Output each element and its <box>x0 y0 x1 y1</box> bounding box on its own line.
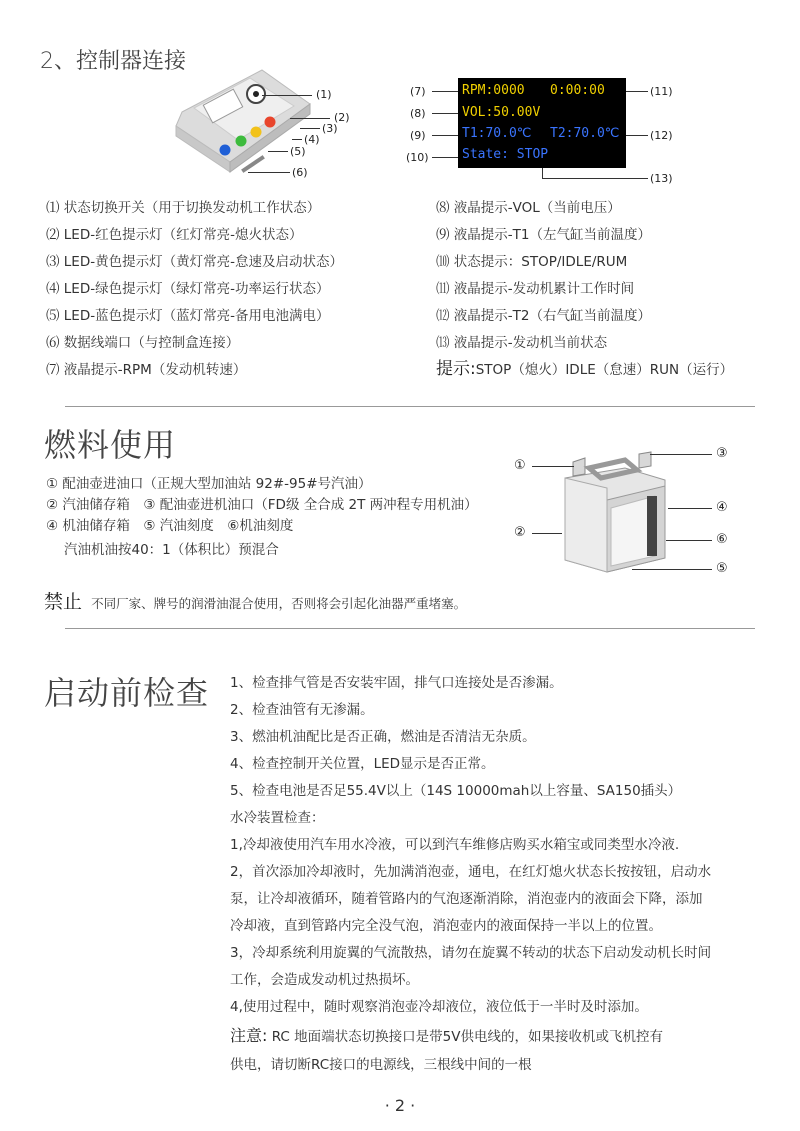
fuel-callout-1: ① <box>514 458 526 473</box>
check-step-1: 1、检查排气管是否安装牢固，排气口连接处是否渗漏。 <box>230 675 563 691</box>
lcd-time: 0:00:00 <box>550 83 605 98</box>
item-right-10: ⑽ 状态提示：STOP/IDLE/RUM <box>436 254 628 270</box>
item-left-4: ⑷ LED-绿色提示灯（绿灯常亮-功率运行状态） <box>46 281 330 297</box>
check-step-4: 4、检查控制开关位置，LED显示是否正常。 <box>230 756 495 772</box>
callout-1: (1) <box>316 88 332 101</box>
item-left-3: ⑶ LED-黄色提示灯（黄灯常亮-怠速及启动状态） <box>46 254 343 270</box>
note-line-1 <box>230 1023 663 1046</box>
divider-2 <box>65 628 755 629</box>
section-title-fuel: 燃料使用 <box>44 426 177 464</box>
water-cool-4: 4,使用过程中，随时观察消泡壶冷却液位，液位低于一半时及时添加。 <box>230 999 648 1015</box>
fuel-line-1: ① 配油壶进油口（正规大型加油站 92#-95#号汽油） <box>46 476 372 492</box>
water-cool-3b: 工作，会造成发动机过热损坏。 <box>230 972 419 988</box>
item-right-12: ⑿ 液晶提示-T2（右气缸当前温度） <box>436 308 651 324</box>
mix-ratio: 汽油机油按40：1（体积比）预混合 <box>64 542 279 558</box>
item-left-2: ⑵ LED-红色提示灯（红灯常亮-熄火状态） <box>46 227 303 243</box>
callout-13: (13) <box>650 172 673 185</box>
water-cool-2a: 2，首次添加冷却液时，先加满消泡壶，通电，在红灯熄火状态长按按钮，启动水 <box>230 864 712 880</box>
callout-10: (10) <box>406 151 429 164</box>
check-step-2: 2、检查油管有无渗漏。 <box>230 702 374 718</box>
fuel-line-3: ④ 机油储存箱 ⑤ 汽油刻度 ⑥机油刻度 <box>46 518 294 534</box>
led-yellow <box>251 127 262 138</box>
note-label: 注意: <box>230 1026 268 1045</box>
led-green <box>236 136 247 147</box>
callout-8: (8) <box>410 107 426 120</box>
callout-12: (12) <box>650 129 673 142</box>
led-blue <box>220 145 231 156</box>
tip-text: STOP（熄火）IDLE（怠速）RUN（运行） <box>475 362 734 378</box>
item-left-6: ⑹ 数据线端口（与控制盒连接） <box>46 335 240 351</box>
callout-5: (5) <box>290 145 306 158</box>
check-step-5: 5、检查电池是否足55.4V以上（14S 10000mah以上容量、SA150插头） <box>230 783 682 799</box>
fuel-callout-3: ③ <box>716 446 728 461</box>
fuel-inlet-cap <box>573 458 585 476</box>
prohibition-label: 禁止 <box>44 591 83 613</box>
oil-tank <box>647 496 657 556</box>
item-right-11: ⑾ 液晶提示-发动机累计工作时间 <box>436 281 635 297</box>
section-title-precheck: 启动前检查 <box>44 674 210 712</box>
lcd-rpm: RPM:0000 <box>462 83 525 98</box>
callout-6: (6) <box>292 166 308 179</box>
fuel-line-2: ② 汽油储存箱 ③ 配油壶进机油口（FD级 全合成 2T 两冲程专用机油） <box>46 497 478 513</box>
page-number: · 2 · <box>384 1096 416 1115</box>
item-left-1: ⑴ 状态切换开关（用于切换发动机工作状态） <box>46 200 321 216</box>
item-right-8: ⑻ 液晶提示-VOL（当前电压） <box>436 200 621 216</box>
water-cool-heading: 水冷装置检查： <box>230 810 325 826</box>
fuel-callout-6: ⑥ <box>716 532 728 547</box>
led-red <box>265 117 276 128</box>
water-cool-2c: 冷却液，直到管路内完全没气泡，消泡壶内的液面保持一半以上的位置。 <box>230 918 662 934</box>
divider-1 <box>65 406 755 407</box>
item-right-13: ⒀ 液晶提示-发动机当前状态 <box>436 335 608 351</box>
prohibition-line <box>44 587 466 614</box>
lcd-t2: T2:70.0℃ <box>550 126 620 141</box>
tip-label: 提示: <box>436 359 476 379</box>
fuel-callout-2: ② <box>514 525 526 540</box>
lcd-display <box>458 78 626 168</box>
prohibition-text: 不同厂家、牌号的润滑油混合使用，否则将会引起化油器严重堵塞。 <box>91 596 467 611</box>
note-text-1: RC 地面端状态切换接口是带5V供电线的，如果接收机或飞机控有 <box>271 1029 663 1045</box>
callout-2: (2) <box>334 111 350 124</box>
fuel-can-illustration <box>555 438 685 578</box>
check-step-3: 3、燃油机油配比是否正确，燃油是否清洁无杂质。 <box>230 729 536 745</box>
water-cool-2b: 泵，让冷却液循环，随着管路内的气泡逐渐消除，消泡壶内的液面会下降，添加 <box>230 891 703 907</box>
lcd-state: State: STOP <box>462 147 549 162</box>
item-right-9: ⑼ 液晶提示-T1（左气缸当前温度） <box>436 227 651 243</box>
fuel-callout-4: ④ <box>716 500 728 515</box>
water-cool-1: 1,冷却液使用汽车用水冷液，可以到汽车维修店购买水箱宝或同类型水冷液. <box>230 837 680 853</box>
lcd-vol: VOL:50.00V <box>462 105 541 120</box>
callout-9: (9) <box>410 129 426 142</box>
callout-4: (4) <box>304 133 320 146</box>
callout-3: (3) <box>322 122 338 135</box>
callout-7: (7) <box>410 85 426 98</box>
lcd-t1: T1:70.0℃ <box>462 126 532 141</box>
note-text-2: 供电，请切断RC接口的电源线，三根线中间的一根 <box>230 1057 532 1073</box>
item-left-5: ⑸ LED-蓝色提示灯（蓝灯常亮-备用电池满电） <box>46 308 330 324</box>
callout-11: (11) <box>650 85 673 98</box>
fuel-callout-5: ⑤ <box>716 561 728 576</box>
section-title-controller: 2、控制器连接 <box>40 49 186 74</box>
item-left-7: ⑺ 液晶提示-RPM（发动机转速） <box>46 362 247 378</box>
water-cool-3a: 3，冷却系统利用旋翼的气流散热，请勿在旋翼不转动的状态下启动发动机长时间 <box>230 945 712 961</box>
tip-line <box>436 354 733 379</box>
